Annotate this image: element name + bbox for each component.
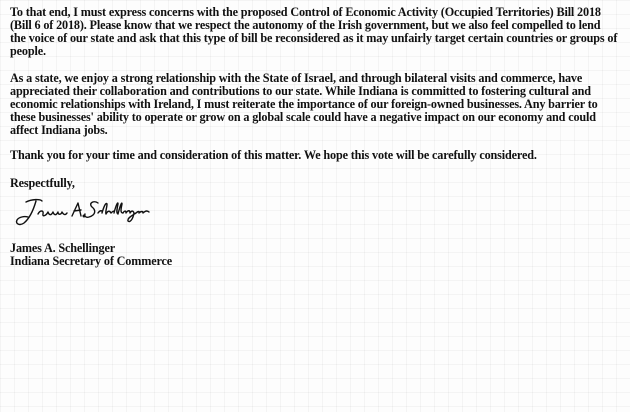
handwritten-signature bbox=[12, 196, 162, 228]
signer-name: James A. Schellinger bbox=[10, 241, 115, 255]
paragraph-concerns: To that end, I must express concerns with the proposed Control of Economic Activity (Occupied Territories) Bill 2018 (Bill 6 of 2018). Please know that we respect the autonomy of the Irish government, but we also feel compelled to lend the voice of our state and ask that this type of bill be reconsidered as it may unfairly target certain countries or groups of people. bbox=[10, 5, 618, 58]
signer-title: Indiana Secretary of Commerce bbox=[10, 254, 173, 268]
paragraph-thanks: Thank you for your time and consideration of this matter. We hope this vote will be carefully considered. bbox=[10, 148, 537, 162]
closing-salutation: Respectfully, bbox=[10, 176, 75, 190]
letter-body bbox=[10, 6, 618, 268]
paragraph-relationship: As a state, we enjoy a strong relationship with the State of Israel, and through bilateral visits and commerce, have appreciated their collaboration and contributions to our state. While Indiana is committed to fostering cultural and economic relationships with Ireland, I must reiterate the importance of our foreign-owned businesses. Any barrier to these businesses' ability to operate or grow on a global scale could have a negative impact on our economy and could affect Indiana jobs. bbox=[10, 71, 598, 137]
